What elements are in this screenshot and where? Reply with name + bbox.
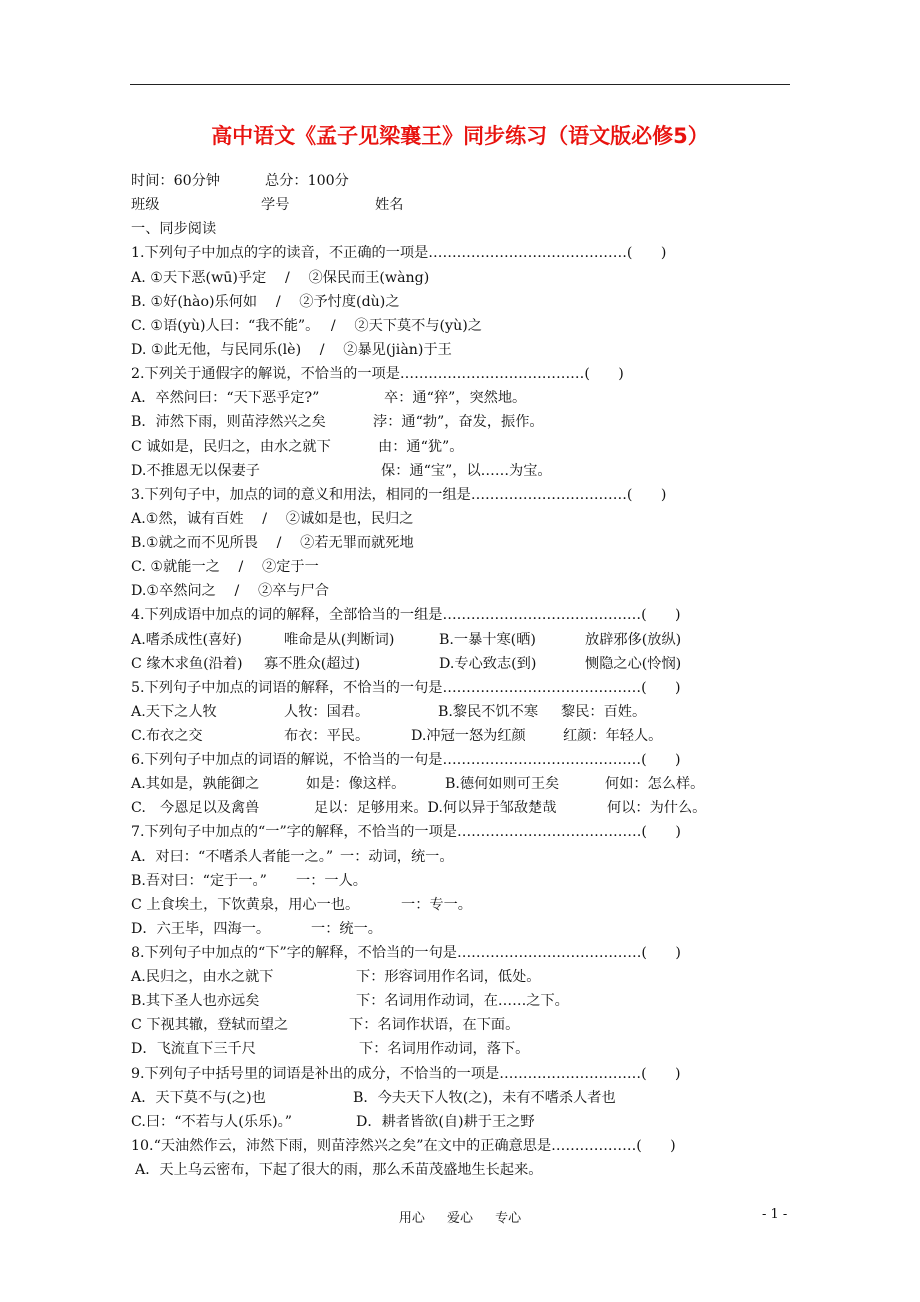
text-segment: 下：形容词用作名词，低处。	[356, 969, 541, 985]
text-segment: C. 今恩足以及禽兽	[131, 800, 260, 816]
text-segment: 5.下列句子中加点的词语的解释，不恰当的一句是……………………………………( )	[131, 680, 681, 696]
text-segment: D．飞流直下三千尺	[131, 1041, 256, 1057]
text-segment: C 上食埃土，下饮黄泉，用心一也。	[131, 897, 360, 913]
document-title: 高中语文《孟子见梁襄王》同步练习（语文版必修5）	[211, 124, 709, 148]
text-segment: 人牧：国君。	[284, 704, 370, 720]
text-segment: B．沛然下雨，则苗浡然兴之矣	[131, 414, 326, 430]
text-segment: 寡不胜众(超过)	[264, 656, 361, 672]
text-segment: A．天上乌云密布，下起了很大的雨，那么禾苗茂盛地生长起来。	[135, 1162, 543, 1178]
text-segment: B.①就之而不见所畏 / ②若无罪而就死地	[131, 535, 414, 551]
text-segment: 10.“天油然作云，沛然下雨，则苗浡然兴之矣”在文中的正确意思是………………( )	[131, 1138, 676, 1154]
page-number: - 1 -	[762, 1207, 788, 1222]
text-segment: C. ①语(yù)人曰：“我不能”。 / ②天下莫不与(yù)之	[131, 318, 482, 334]
text-segment: 7.下列句子中加点的“一”字的解释，不恰当的一项是…………………………………( )	[131, 824, 681, 840]
text-segment: C.曰：“不若与人(乐乐)。”	[131, 1114, 293, 1130]
text-segment: 班级	[131, 197, 160, 213]
text-segment: A．对曰：“不嗜杀人者能一之。”	[131, 849, 334, 865]
text-segment: 一：动词，统一。	[340, 849, 454, 865]
text-segment: 唯命是从(判断词)	[284, 632, 395, 648]
text-segment: 黎民：百姓。	[561, 704, 647, 720]
text-segment: 9.下列句子中括号里的词语是补出的成分，不恰当的一项是…………………………( )	[131, 1066, 681, 1082]
text-segment: 保：通“宝”，以……为宝。	[381, 463, 552, 479]
text-segment: 如是：像这样。	[306, 776, 406, 792]
text-segment: 何如：怎么样。	[605, 776, 705, 792]
text-segment: 姓名	[375, 197, 404, 213]
text-segment: D.不推恩无以保妻子	[131, 463, 260, 479]
text-segment: C 缘木求鱼(沿着)	[131, 656, 243, 672]
text-segment: 一、同步阅读	[131, 221, 217, 237]
text-segment: 一：一人。	[296, 873, 367, 889]
text-segment: C.布衣之交	[131, 728, 203, 744]
text-segment: 浡：通“勃”，奋发，振作。	[373, 414, 544, 430]
text-segment: 下：名词作状语，在下面。	[349, 1017, 520, 1033]
text-segment: 布衣：平民。	[284, 728, 370, 744]
text-segment: A．卒然问曰：“天下恶乎定?”	[131, 390, 320, 406]
text-segment: 6.下列句子中加点的词语的解说，不恰当的一句是……………………………………( )	[131, 752, 681, 768]
footer-motto: 用心 爱心 专心	[398, 1211, 522, 1226]
text-segment: D.冲冠一怒为红颜	[411, 728, 526, 744]
text-segment: C 诚如是，民归之，由水之就下	[131, 439, 331, 455]
text-segment: B.吾对曰：“定于一。”	[131, 873, 267, 889]
text-segment: A．天下莫不与(之)也	[131, 1090, 266, 1106]
text-segment: 恻隐之心(怜悯)	[585, 656, 682, 672]
text-segment: D．耕者皆欲(自)耕于王之野	[356, 1114, 535, 1130]
text-segment: A.①然，诚有百姓 / ②诚如是也，民归之	[131, 511, 414, 527]
text-segment: 1.下列句子中加点的字的读音，不正确的一项是……………………………………( )	[131, 245, 667, 261]
header-rule	[130, 84, 790, 85]
text-segment: 红颜：年轻人。	[563, 728, 663, 744]
text-segment: B.一暴十寒(晒)	[439, 632, 536, 648]
text-segment: D.①卒然问之 / ②卒与尸合	[131, 583, 329, 599]
text-segment: D．六王毕，四海一。	[131, 921, 271, 937]
text-segment: C 下视其辙，登轼而望之	[131, 1017, 289, 1033]
text-segment: B.德何如则可王矣	[445, 776, 560, 792]
text-segment: 下：名词用作动词，落下。	[359, 1041, 530, 1057]
text-segment: A.嗜杀成性(喜好)	[131, 632, 242, 648]
text-segment: 学号	[261, 197, 290, 213]
text-segment: A.天下之人牧	[131, 704, 217, 720]
text-segment: 4.下列成语中加点的词的解释，全部恰当的一组是……………………………………( )	[131, 607, 681, 623]
text-segment: A.民归之，由水之就下	[131, 969, 274, 985]
text-segment: 8.下列句子中加点的“下”字的解释，不恰当的一句是…………………………………( )	[131, 945, 681, 961]
text-segment: B.黎民不饥不寒	[438, 704, 539, 720]
text-segment: B. ①好(hào)乐何如 / ②予忖度(dù)之	[131, 294, 400, 310]
text-segment: 由：通“犹”。	[378, 439, 464, 455]
text-segment: 下：名词用作动词，在……之下。	[356, 993, 569, 1009]
text-segment: 总分：100分	[265, 173, 349, 189]
text-segment: B.其下圣人也亦远矣	[131, 993, 260, 1009]
text-segment: 2.下列关于通假字的解说，不恰当的一项是…………………………………( )	[131, 366, 624, 382]
text-segment: C. ①就能一之 / ②定于一	[131, 559, 319, 575]
text-segment: 一：专一。	[401, 897, 472, 913]
text-segment: 时间：60分钟	[131, 173, 220, 189]
text-segment: 3.下列句子中，加点的词的意义和用法，相同的一组是……………………………( )	[131, 487, 667, 503]
text-segment: A. ①天下恶(wū)乎定 / ②保民而王(wàng)	[131, 270, 430, 286]
text-segment: 一：统一。	[311, 921, 382, 937]
text-segment: 卒：通“猝”，突然地。	[384, 390, 527, 406]
text-segment: 放辟邪侈(放纵)	[585, 632, 682, 648]
text-segment: D.专心致志(到)	[439, 656, 537, 672]
text-segment: D. ①此无他，与民同乐(lè) / ②暴见(jiàn)于王	[131, 342, 452, 358]
text-segment: A.其如是，孰能御之	[131, 776, 260, 792]
text-segment: B．今夫天下人牧(之)，未有不嗜杀人者也	[353, 1090, 616, 1106]
text-segment: 足以：足够用来。D.何以异于邹敌楚哉	[314, 800, 557, 816]
text-segment: 何以：为什么。	[607, 800, 707, 816]
